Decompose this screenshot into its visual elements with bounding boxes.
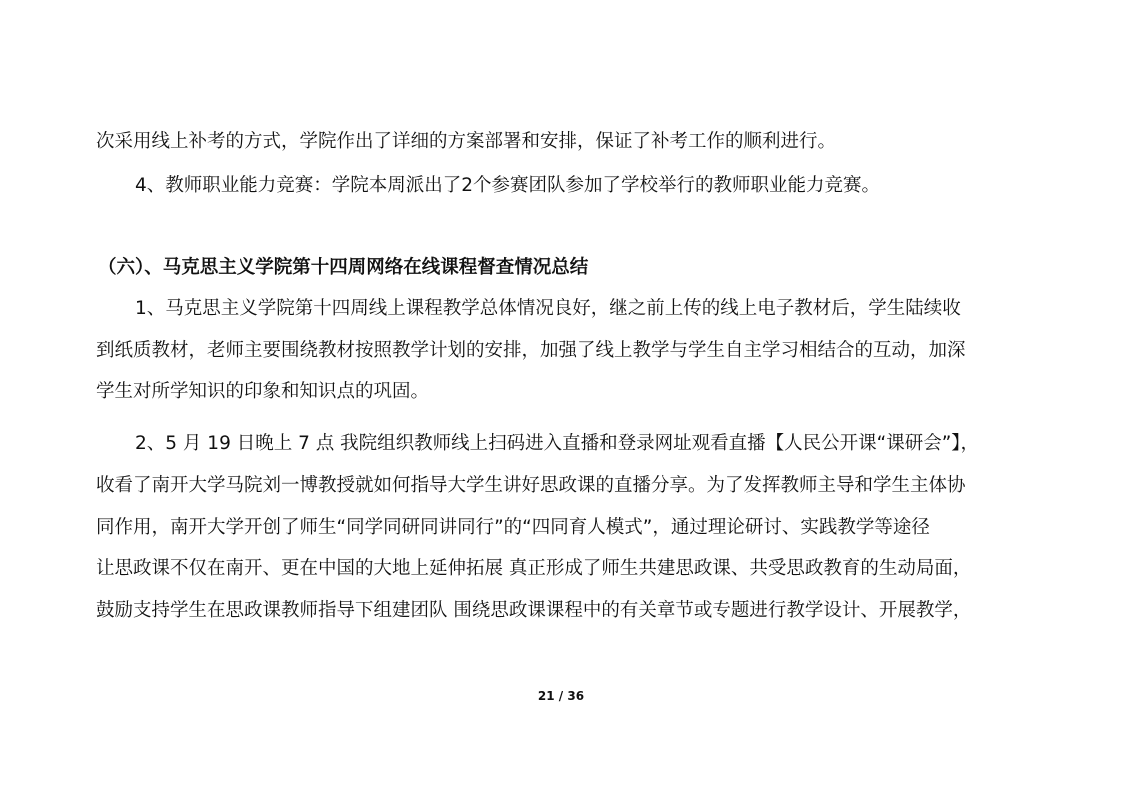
paragraph-2-line: 同作用，南开大学开创了师生“同学同研同讲同行”的“四同育人模式”，通过理论研讨、实践教学等途径: [96, 517, 930, 538]
body-text-line: 次采用线上补考的方式，学院作出了详细的方案部署和安排，保证了补考工作的顺利进行。: [96, 131, 837, 152]
paragraph-2-line: 让思政课不仅在南开、更在中国的大地上延伸拓展 真正形成了师生共建思政课、共受思政教育的生动局面，: [96, 558, 972, 579]
page-number: 21 / 36: [537, 689, 585, 703]
list-item-teacher-competition: 4、教师职业能力竞赛：学院本周派出了2个参赛团队参加了学校举行的教师职业能力竞赛。: [135, 175, 881, 196]
paragraph-2-line: 收看了南开大学马院刘一博教授就如何指导大学生讲好思政课的直播分享。为了发挥教师主导和学生主体协: [96, 475, 966, 496]
paragraph-1-line: 到纸质教材，老师主要围绕教材按照教学计划的安排，加强了线上教学与学生自主学习相结合的互动，加深: [96, 340, 966, 361]
section-heading: （六）、马克思主义学院第十四周网络在线课程督查情况总结: [98, 257, 589, 278]
paragraph-2-line: 鼓励支持学生在思政课教师指导下组建团队 围绕思政课课程中的有关章节或专题进行教学设计、开展教学，: [96, 600, 972, 621]
paragraph-1-line: 1、马克思主义学院第十四周线上课程教学总体情况良好，继之前上传的线上电子教材后，学生陆续收: [135, 298, 961, 319]
paragraph-1-line: 学生对所学知识的印象和知识点的巩固。: [96, 381, 430, 402]
paragraph-2-line: 2、5 月 19 日晚上 7 点 我院组织教师线上扫码进入直播和登录网址观看直播【人民公开课“课研会”】，: [135, 433, 980, 454]
